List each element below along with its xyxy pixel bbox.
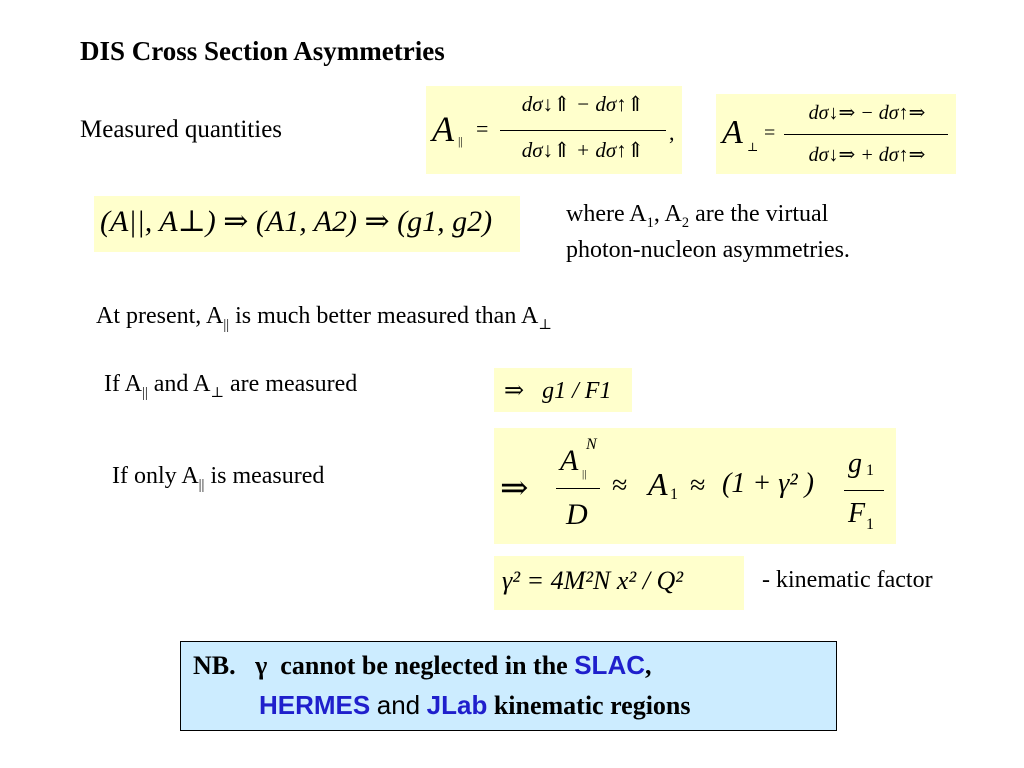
nb-and: and	[376, 690, 421, 720]
if-only-sub-par: ||	[198, 476, 205, 493]
if-both-sub-perp: ⊥	[210, 384, 224, 401]
a1-symbol: A	[648, 466, 668, 502]
nb-prefix: NB.	[193, 651, 236, 680]
denominator-d: D	[566, 498, 588, 531]
nb-slac: SLAC	[574, 650, 645, 680]
a-parallel-numerator: dσ↓⇑ − dσ↑⇑	[521, 92, 645, 116]
where-text-mid: , A	[653, 201, 682, 227]
a-perp-equals: =	[764, 122, 776, 144]
f1-denominator-sub: 1	[866, 516, 874, 533]
a-parallel-fraction-bar	[500, 130, 666, 131]
kinematic-factor-label: - kinematic factor	[762, 567, 933, 593]
asymmetry-chain-text: (A||, A⊥) ⇒ (A1, A2) ⇒ (g1, g2)	[100, 205, 493, 238]
nb-hermes: HERMES	[259, 690, 371, 720]
a-perp-numerator: dσ↓⇒ − dσ↑⇒	[808, 102, 926, 124]
nb-line1-text: cannot be neglected in the	[280, 651, 568, 680]
g1-f1-fraction-bar	[844, 490, 884, 491]
approx-symbol-1: ≈	[612, 470, 628, 501]
at-present-sub-par: ||	[223, 316, 230, 333]
a-perp-denominator: dσ↓⇒ + dσ↑⇒	[808, 144, 926, 166]
f1-denominator: F	[848, 498, 866, 529]
at-present-statement	[96, 302, 552, 334]
a1-sub: 1	[670, 486, 678, 503]
nb-jlab: JLab	[426, 690, 488, 720]
asymmetry-chain-equation	[94, 196, 520, 252]
a-perp-fraction-bar	[784, 134, 948, 135]
a-parallel-lhs-sub: ||	[458, 134, 463, 148]
a-perp-equation	[716, 94, 956, 174]
ratio-fraction-bar	[556, 488, 600, 489]
if-both-text-a: If A	[104, 371, 142, 397]
a-parallel-equation	[426, 86, 682, 174]
if-both-measured	[104, 370, 357, 402]
where-line-1	[566, 200, 828, 232]
approx-symbol-2: ≈	[690, 470, 706, 501]
nb-note-box	[180, 641, 837, 731]
if-only-text-a: If only A	[112, 463, 199, 489]
a-parallel-comma: ,	[669, 120, 675, 145]
where-text-a: where A	[566, 201, 647, 227]
nb-line-2	[259, 690, 691, 721]
nb-line-1	[193, 650, 652, 681]
at-present-text-a: At present, A	[96, 303, 224, 329]
numerator-sup-n: N	[586, 436, 597, 453]
if-only-text-post: is measured	[204, 463, 325, 489]
if-only-measured	[112, 462, 324, 494]
gamma-definition-text: γ² = 4M²N x² / Q²	[502, 566, 684, 595]
g1-over-f1-equation	[494, 368, 632, 412]
where-sub-2: 2	[681, 214, 690, 231]
a-perp-lhs-sub: ⊥	[747, 140, 759, 154]
nb-comma: ,	[645, 651, 652, 680]
numerator-a: A	[560, 444, 579, 477]
at-present-text-mid: is much better measured than A	[229, 303, 539, 329]
implies-arrow: ⇒	[500, 470, 529, 507]
g1-over-f1-text: ⇒ g1 / F1	[504, 378, 612, 404]
nb-gamma: γ	[255, 651, 268, 680]
nb-line2-text: kinematic regions	[493, 691, 691, 720]
approximation-equation	[494, 428, 896, 544]
if-both-text-mid: and A	[147, 371, 211, 397]
at-present-sub-perp: ⊥	[538, 316, 552, 333]
slide-title: DIS Cross Section Asymmetries	[80, 36, 445, 66]
g1-numerator: g	[848, 448, 862, 479]
a-perp-lhs: A	[722, 114, 743, 151]
a-parallel-lhs: A	[432, 109, 454, 149]
measured-quantities-label: Measured quantities	[80, 116, 283, 143]
g1-numerator-sub: 1	[866, 462, 874, 479]
if-both-sub-par: ||	[142, 384, 148, 401]
where-line-2: photon-nucleon asymmetries.	[566, 237, 850, 263]
if-both-text-post: are measured	[223, 371, 358, 397]
gamma-factor: (1 + γ² )	[722, 468, 814, 499]
where-sub-1: 1	[646, 214, 654, 231]
where-text-post: are the virtual	[689, 201, 829, 227]
numerator-sub-par: ||	[582, 468, 587, 480]
a-parallel-equals: =	[476, 116, 489, 141]
gamma-definition-equation	[494, 556, 744, 610]
a-parallel-denominator: dσ↓⇑ + dσ↑⇑	[521, 138, 645, 162]
